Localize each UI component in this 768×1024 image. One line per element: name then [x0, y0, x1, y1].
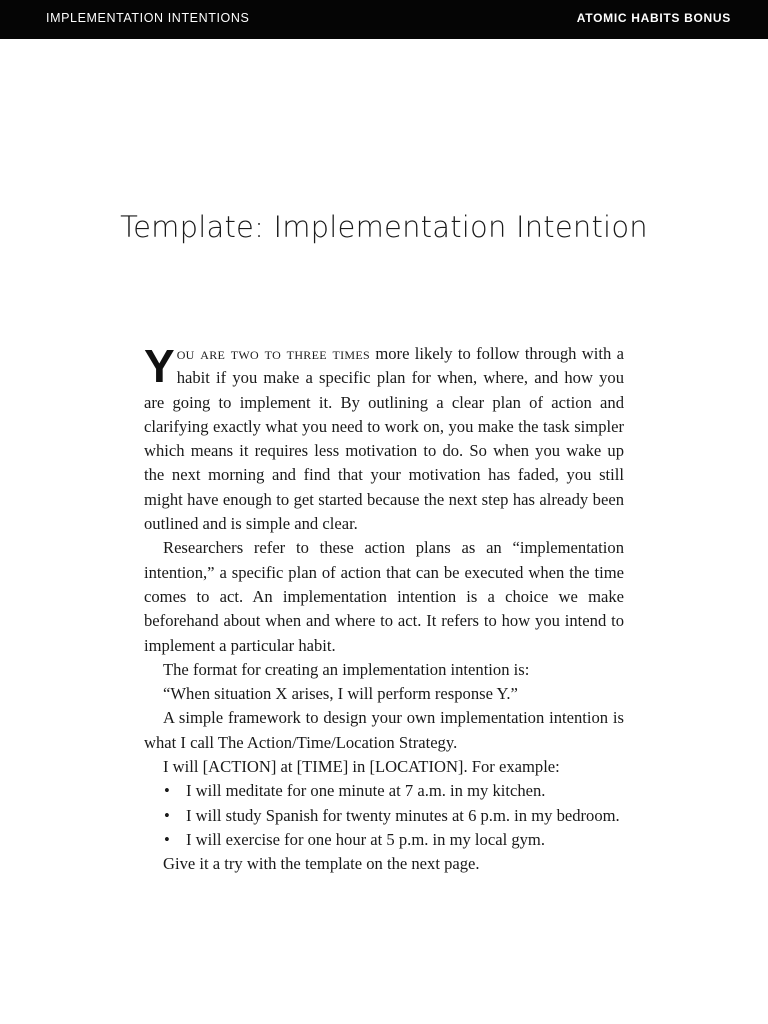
- closing-paragraph: Give it a try with the template on the next page.: [163, 854, 480, 874]
- bullet-icon: •: [164, 781, 170, 801]
- list-item-text: I will meditate for one minute at 7 a.m. in my kitchen.: [186, 781, 546, 801]
- list-item-text: I will study Spanish for twenty minutes at 6 p.m. in my bedroom.: [186, 805, 620, 825]
- framework-paragraph: A simple framework to design your own implementation intention is what I call The Action/Time/Location Strategy.: [144, 708, 624, 752]
- list-item: [144, 804, 624, 828]
- format-paragraph: The format for creating an implementation intention is:: [163, 659, 530, 679]
- list-item-text: I will exercise for one hour at 5 p.m. in my local gym.: [186, 829, 545, 849]
- list-item: [144, 828, 624, 852]
- researchers-paragraph: Researchers refer to these action plans as an “implementation intention,” a specific plan of action that can be executed when the time comes to act. An implementation intention is a choice we make beforehand about when and where to act. It refers to how you intend to implement a particular habit.: [144, 538, 624, 655]
- list-item: [144, 779, 624, 803]
- formula-paragraph: “When situation X arises, I will perform response Y.”: [163, 684, 518, 704]
- drop-cap: Y: [144, 340, 175, 392]
- bullet-icon: •: [164, 829, 170, 849]
- running-header: [0, 0, 768, 39]
- intro-smallcaps: ou are two to three times: [176, 344, 370, 363]
- header-section-title: IMPLEMENTATION INTENTIONS: [46, 11, 250, 25]
- bullet-icon: •: [164, 805, 170, 825]
- body-text: [144, 342, 624, 877]
- intro-text: more likely to follow through with a habit if you make a specific plan for when, where, and how you are going to implement it. By outlining a clear plan of action and clarifying exactly what you need to work on, you make the task simpler which means it requires less motivation to do. So when you wake up the next morning and find that your motivation has faded, you still might have enough to get started because the next step has already been outlined and is simple and clear.: [144, 344, 624, 534]
- template-paragraph: I will [ACTION] at [TIME] in [LOCATION]. For example:: [163, 757, 560, 777]
- intro-paragraph: [144, 342, 624, 536]
- header-book-title: ATOMIC HABITS BONUS: [576, 11, 731, 25]
- page-title: Template: Implementation Intention: [120, 210, 648, 245]
- examples-list: [144, 779, 624, 852]
